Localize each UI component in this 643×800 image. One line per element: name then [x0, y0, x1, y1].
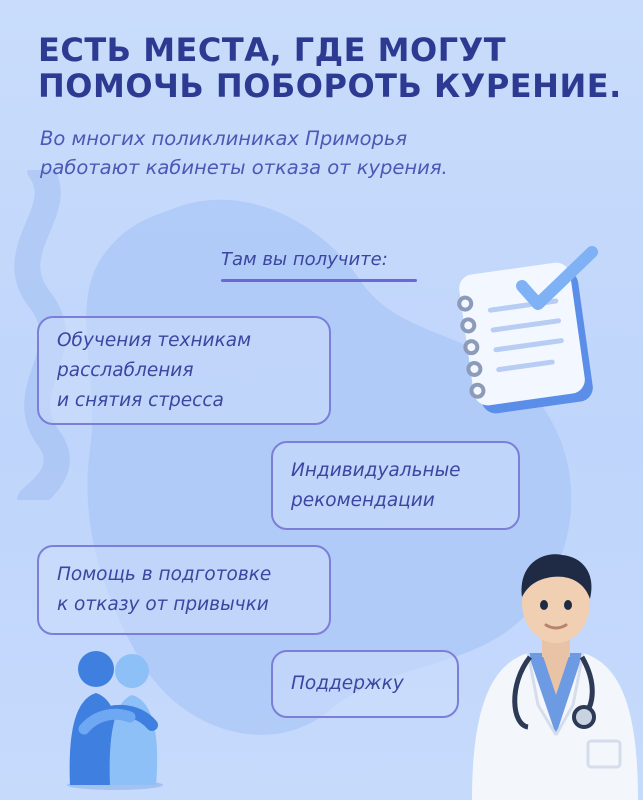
subtitle	[40, 124, 448, 182]
benefit-card-preparation	[37, 545, 331, 635]
benefit-card-line: Помощь в подготовке	[57, 564, 272, 585]
benefit-card-line: Индивидуальные	[291, 460, 461, 481]
clipboard-check-icon	[452, 246, 602, 416]
headline-line-2: ПОМОЧЬ ПОБОРОТЬ КУРЕНИЕ.	[38, 67, 622, 105]
benefit-card-relaxation	[37, 316, 331, 425]
benefit-card-line: к отказу от привычки	[57, 594, 269, 615]
headline-line-1: ЕСТЬ МЕСТА, ГДЕ МОГУТ	[38, 31, 507, 69]
hugging-figures-icon	[60, 645, 170, 790]
benefit-card-line: и снятия стресса	[57, 390, 224, 411]
benefit-card-line: рекомендации	[291, 490, 435, 511]
doctor-with-stethoscope-icon	[468, 545, 643, 800]
prompt-underline	[221, 279, 417, 282]
benefit-card-line: Обучения техникам	[57, 330, 252, 351]
benefit-card-line: Поддержку	[291, 673, 404, 694]
benefit-card-support	[271, 650, 459, 718]
headline	[38, 32, 622, 104]
benefit-card-line: расслабления	[57, 360, 194, 381]
benefit-card-recommendations	[271, 441, 520, 530]
subtitle-line-1: Во многих поликлиниках Приморья	[40, 127, 408, 150]
benefits-prompt: Там вы получите:	[221, 249, 388, 270]
subtitle-line-2: работают кабинеты отказа от курения.	[40, 156, 448, 179]
